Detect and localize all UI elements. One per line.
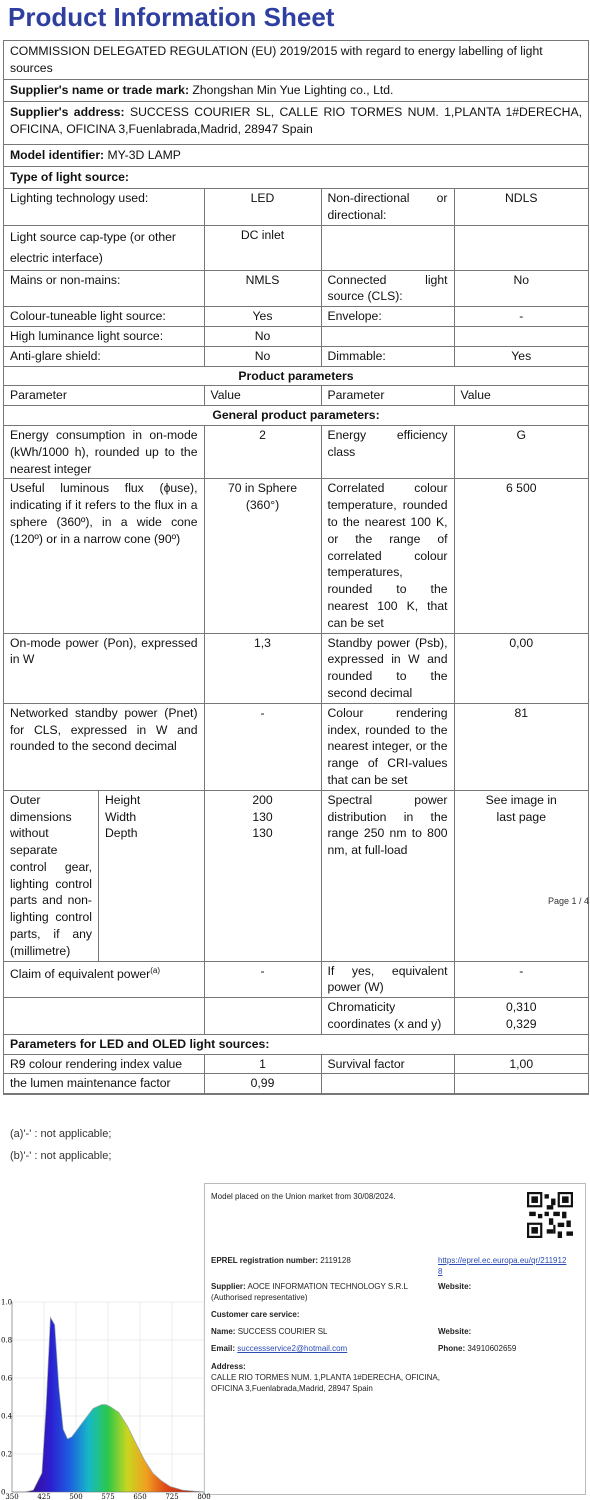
x-tick-label: 575 bbox=[101, 1493, 115, 1500]
param-value: 6 500 bbox=[454, 479, 588, 633]
param-label: Mains or non-mains: bbox=[4, 270, 204, 307]
param-value: - bbox=[204, 961, 321, 998]
model-label: Model identifier: bbox=[10, 148, 105, 162]
x-tick-label: 725 bbox=[165, 1493, 179, 1500]
param-value bbox=[454, 998, 588, 1035]
care-name-value: SUCCESS COURIER SL bbox=[237, 1327, 328, 1336]
care-name-row bbox=[211, 1326, 327, 1337]
address-label: Address: bbox=[211, 1362, 246, 1371]
page-number: Page 1 / 4 bbox=[548, 896, 590, 906]
phone-value: 34910602659 bbox=[467, 1344, 517, 1353]
depth-value: 130 bbox=[252, 826, 273, 841]
param-value bbox=[454, 225, 588, 270]
param-value: LED bbox=[204, 189, 321, 226]
y-tick-label: 0.2 bbox=[1, 1450, 13, 1459]
param-value: NMLS bbox=[204, 270, 321, 307]
param-label: Envelope: bbox=[321, 307, 454, 327]
product-params-heading: Product parameters bbox=[4, 366, 588, 386]
table-row bbox=[4, 307, 588, 327]
param-label: Networked standby power (Pnet) for CLS, expressed in W and rounded to the second decimal bbox=[4, 703, 204, 790]
param-value: No bbox=[454, 270, 588, 307]
param-value: 0,00 bbox=[454, 633, 588, 703]
x-tick-label: 350 bbox=[5, 1493, 19, 1500]
type-heading: Type of light source: bbox=[4, 166, 588, 188]
address-value: CALLE RIO TORMES NUM. 1,PLANTA 1#DERECHA, OFICINA, OFICINA 3,Fuenlabrada,Madrid, 28947 Spain bbox=[211, 1373, 440, 1393]
phone-label: Phone: bbox=[438, 1344, 466, 1353]
supplier-name-row bbox=[4, 79, 588, 101]
dimensions-row bbox=[4, 790, 588, 961]
param-value: No bbox=[204, 346, 321, 366]
param-value: G bbox=[454, 425, 588, 478]
website-label: Website: bbox=[438, 1282, 472, 1291]
height-value: 200 bbox=[252, 792, 273, 807]
model-row bbox=[4, 144, 588, 166]
footnote-b: (b)'-' : not applicable; bbox=[10, 1150, 112, 1162]
param-label: Correlated colour temperature, rounded to the nearest 100 K, or the range of correlated colour temperatures, rounded to the nearest 100 K, that can be set bbox=[321, 479, 454, 633]
param-label: If yes, equivalent power (W) bbox=[321, 961, 454, 998]
param-label: Useful luminous flux (ϕuse), indicating if it refers to the flux in a sphere (360º), in a wide cone (120º) or in a narrow cone (90º) bbox=[4, 479, 204, 633]
param-label: Energy efficiency class bbox=[321, 425, 454, 478]
table-row bbox=[4, 189, 588, 226]
product-sheet bbox=[3, 40, 589, 1095]
eprel-link[interactable]: https://eprel.ec.europa.eu/qr/2119128 bbox=[438, 1256, 567, 1276]
x-tick-label: 800 bbox=[197, 1493, 211, 1500]
eprel-reg-value: 2119128 bbox=[320, 1256, 351, 1265]
param-label: Connected light source (CLS): bbox=[321, 270, 454, 307]
eprel-reg-row bbox=[211, 1255, 351, 1266]
dimension-values bbox=[204, 790, 321, 961]
table-row bbox=[4, 1074, 588, 1094]
table-row bbox=[4, 346, 588, 366]
param-value: NDLS bbox=[454, 189, 588, 226]
param-value: 1 bbox=[204, 1054, 321, 1074]
phone-row bbox=[438, 1343, 516, 1354]
section-heading-row bbox=[4, 406, 588, 426]
website2-label: Website: bbox=[438, 1327, 472, 1336]
chroma-x: 0,310 bbox=[506, 1000, 537, 1015]
column-header: Parameter bbox=[4, 386, 204, 406]
x-tick-label: 500 bbox=[69, 1493, 83, 1500]
depth-label: Depth bbox=[105, 826, 138, 841]
email-row bbox=[211, 1343, 347, 1354]
param-value bbox=[454, 326, 588, 346]
table-row bbox=[4, 633, 588, 703]
param-label bbox=[321, 225, 454, 270]
table-row bbox=[4, 326, 588, 346]
param-value: See image in last page bbox=[454, 790, 588, 961]
claim-label: Claim of equivalent power bbox=[10, 966, 151, 981]
param-label: Energy consumption in on-mode (kWh/1000 h), rounded up to the nearest integer bbox=[4, 425, 204, 478]
table-row bbox=[4, 703, 588, 790]
section-heading-row bbox=[4, 1034, 588, 1054]
param-value: 70 in Sphere (360°) bbox=[204, 479, 321, 633]
width-value: 130 bbox=[252, 809, 273, 824]
table-row bbox=[4, 225, 588, 270]
param-value bbox=[454, 1074, 588, 1094]
supplier-address-value: SUCCESS COURIER SL, CALLE RIO TORMES NUM. 1,PLANTA 1#DERECHA, OFICINA, OFICINA 3,Fuenlabrada,Madrid, 28947 Spain bbox=[10, 105, 583, 136]
supplier-row bbox=[211, 1281, 433, 1303]
param-label: Dimmable: bbox=[321, 346, 454, 366]
spectral-power-chart bbox=[0, 1290, 211, 1500]
y-tick-label: 1.0 bbox=[1, 1298, 13, 1307]
table-row bbox=[4, 998, 588, 1035]
param-value: 81 bbox=[454, 703, 588, 790]
email-label: Email: bbox=[211, 1344, 236, 1353]
supplier-name-value: Zhongshan Min Yue Lighting co., Ltd. bbox=[192, 83, 394, 97]
care-name-label: Name: bbox=[211, 1327, 236, 1336]
qr-code-icon bbox=[527, 1192, 573, 1238]
param-value: 1,00 bbox=[454, 1054, 588, 1074]
param-label bbox=[321, 1074, 454, 1094]
param-label: Claim of equivalent power$^{(a)}$ bbox=[4, 961, 204, 998]
chroma-y: 0,329 bbox=[506, 1017, 537, 1032]
width-label: Width bbox=[105, 809, 137, 824]
param-value: 0,99 bbox=[204, 1074, 321, 1094]
section-heading-row bbox=[4, 366, 588, 386]
table-row bbox=[4, 479, 588, 633]
param-value: - bbox=[454, 961, 588, 998]
param-value: Yes bbox=[204, 307, 321, 327]
type-table bbox=[4, 188, 588, 1094]
param-label: Colour rendering index, rounded to the nearest integer, or the range of CRI-values that can be set bbox=[321, 703, 454, 790]
led-heading: Parameters for LED and OLED light sources: bbox=[4, 1034, 588, 1054]
y-tick-label: 0.6 bbox=[1, 1374, 13, 1383]
param-label bbox=[321, 326, 454, 346]
param-label: Chromaticity coordinates (x and y) bbox=[321, 998, 454, 1035]
market-date-text: Model placed on the Union market from 30/08/2024. bbox=[211, 1192, 396, 1201]
param-value: 1,3 bbox=[204, 633, 321, 703]
y-tick-label: 0 bbox=[1, 1488, 6, 1497]
regulation-text: COMMISSION DELEGATED REGULATION (EU) 2019/2015 with regard to energy labelling of light sources bbox=[10, 44, 543, 75]
supplier-address-label: Supplier's address: bbox=[10, 105, 125, 119]
param-label: the lumen maintenance factor bbox=[4, 1074, 204, 1094]
dimensions-cell bbox=[4, 790, 204, 961]
param-label: High luminance light source: bbox=[4, 326, 204, 346]
dimensions-label: Outer dimensions without separate control gear, lighting control parts and non-lighting control parts, if any (millimetre) bbox=[4, 791, 99, 961]
param-value: 2 bbox=[204, 425, 321, 478]
eprel-panel bbox=[204, 1183, 586, 1495]
y-tick-label: 0.8 bbox=[1, 1336, 13, 1345]
table-row bbox=[4, 1054, 588, 1074]
table-row bbox=[4, 270, 588, 307]
model-value: MY-3D LAMP bbox=[107, 148, 181, 162]
param-value bbox=[204, 998, 321, 1035]
page-title: Product Information Sheet bbox=[8, 2, 335, 32]
param-label: On-mode power (Pon), expressed in W bbox=[4, 633, 204, 703]
param-label: Standby power (Psb), expressed in W and rounded to the second decimal bbox=[321, 633, 454, 703]
param-label: Non-directional or directional: bbox=[321, 189, 454, 226]
param-value: DC inlet bbox=[204, 225, 321, 270]
supplier-name-label: Supplier's name or trade mark: bbox=[10, 83, 189, 97]
table-row bbox=[4, 425, 588, 478]
column-header: Parameter bbox=[321, 386, 454, 406]
y-tick-labels bbox=[1, 1299, 13, 1497]
param-label: Light source cap-type (or other electric interface) bbox=[4, 225, 204, 270]
param-label: Lighting technology used: bbox=[4, 189, 204, 226]
column-header: Value bbox=[204, 386, 321, 406]
email-link[interactable]: successservice2@hotmail.com bbox=[237, 1344, 348, 1353]
param-label: R9 colour rendering index value bbox=[4, 1054, 204, 1074]
param-label: Spectral power distribution in the range 250 nm to 800 nm, at full-load bbox=[321, 790, 454, 961]
eprel-reg-label: EPREL registration number: bbox=[211, 1256, 318, 1265]
param-label: Anti-glare shield: bbox=[4, 346, 204, 366]
param-label bbox=[4, 998, 204, 1035]
param-value: - bbox=[204, 703, 321, 790]
supplier-address-row bbox=[4, 101, 588, 144]
param-label: Colour-tuneable light source: bbox=[4, 307, 204, 327]
param-value: Yes bbox=[454, 346, 588, 366]
supplier-value: AOCE INFORMATION TECHNOLOGY S.R.L (Authorised representative) bbox=[211, 1282, 408, 1302]
column-header-row bbox=[4, 386, 588, 406]
supplier-label: Supplier: bbox=[211, 1282, 246, 1291]
general-params-heading: General product parameters: bbox=[4, 406, 588, 426]
param-value: No bbox=[204, 326, 321, 346]
height-label: Height bbox=[105, 792, 141, 807]
table-row bbox=[4, 961, 588, 998]
footnote-a: (a)'-' : not applicable; bbox=[10, 1128, 112, 1140]
column-header: Value bbox=[454, 386, 588, 406]
param-label: Survival factor bbox=[321, 1054, 454, 1074]
customer-care-label: Customer care service: bbox=[211, 1310, 300, 1319]
x-tick-label: 425 bbox=[37, 1493, 51, 1500]
y-tick-label: 0.4 bbox=[1, 1412, 13, 1421]
param-value: - bbox=[454, 307, 588, 327]
x-tick-labels bbox=[5, 1493, 210, 1500]
x-tick-label: 650 bbox=[133, 1493, 147, 1500]
